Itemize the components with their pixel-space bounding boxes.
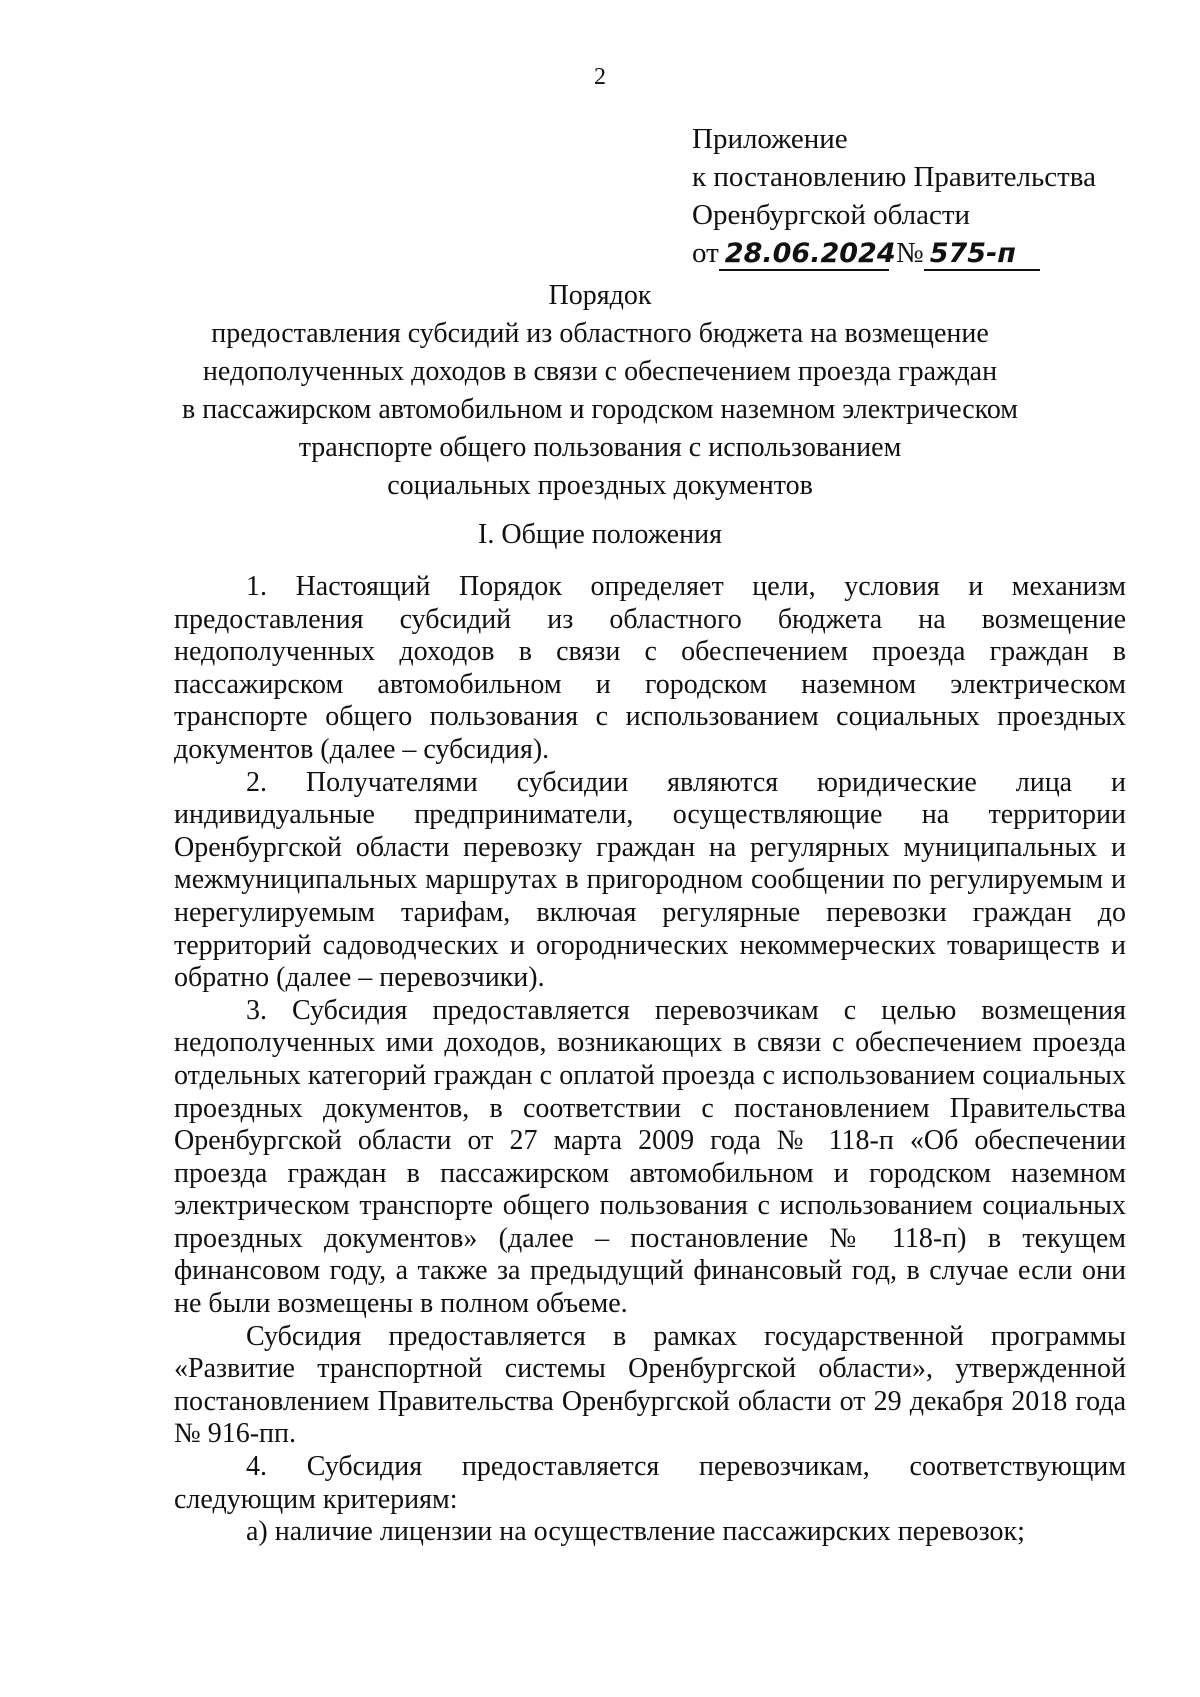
paragraph: 3. Субсидия предоставляется перевозчикам с целью возмещения недополученных ими доходов, возникающих в связи с обеспечением проезда отдельных категорий граждан с оплатой проезда с использованием социальных проездных документов, в соответствии с постановлением Правительства Оренбургской области от 27 марта 2009 года № 118-п «Об обеспечении проезда граждан в пассажирском автомобильном и городском наземном электрическом транспорте общего пользования с использованием социальных проездных документов» (далее – постановление № 118-п) в текущем финансовом году, а также за предыдущий финансовый год, в случае если они не были возмещены в полном объеме.	[174, 994, 1126, 1320]
appendix-date-line	[692, 234, 1096, 272]
handwritten-date: 28.06.2024	[719, 239, 889, 271]
appendix-block	[692, 120, 1096, 272]
title-line: предоставления субсидий из областного бюджета на возмещение	[211, 318, 989, 349]
title-line: в пассажирском автомобильном и городском наземном электрическом	[181, 394, 1019, 425]
title-line: транспорте общего пользования с использованием	[298, 432, 902, 463]
title-line: Порядок	[548, 280, 652, 311]
paragraph: Субсидия предоставляется в рамках государственной программы «Развитие транспортной системы Оренбургской области», утвержденной постановлением Правительства Оренбургской области от 29 декабря 2018 года № 916-пп.	[174, 1320, 1126, 1450]
section-heading: I. Общие положения	[478, 519, 722, 550]
number-label: №	[896, 237, 924, 269]
paragraph: 2. Получателями субсидии являются юридические лица и индивидуальные предприниматели, осуществляющие на территории Оренбургской области перевозку граждан на регулярных муниципальных и межмуниципальных маршрутах в пригородном сообщении по регулируемым и нерегулируемым тарифам, включая регулярные перевозки граждан до территорий садоводческих и огороднических некоммерческих товариществ и обратно (далее – перевозчики).	[174, 766, 1126, 994]
page-number: 2	[594, 64, 606, 90]
handwritten-number: 575-п	[924, 239, 1040, 271]
title-line: недополученных доходов в связи с обеспечением проезда граждан	[202, 356, 998, 387]
appendix-line: Оренбургской области	[692, 199, 971, 231]
title-line: социальных проездных документов	[387, 470, 813, 501]
appendix-line: к постановлению Правительства	[692, 161, 1096, 193]
appendix-line: Приложение	[692, 123, 848, 155]
document-title	[0, 277, 1200, 505]
paragraph: 1. Настоящий Порядок определяет цели, условия и механизм предоставления субсидий из областного бюджета на возмещение недополученных доходов в связи с обеспечением проезда граждан в пассажирском автомобильном и городском наземном электрическом транспорте общего пользования с использованием социальных проездных документов (далее – субсидия).	[174, 571, 1126, 765]
from-label: от	[692, 237, 719, 269]
document-body	[174, 571, 1126, 1549]
paragraph: 4. Субсидия предоставляется перевозчикам, соответствующим следующим критериям:	[174, 1451, 1126, 1515]
paragraph: а) наличие лицензии на осуществление пассажирских перевозок;	[246, 1516, 1025, 1548]
